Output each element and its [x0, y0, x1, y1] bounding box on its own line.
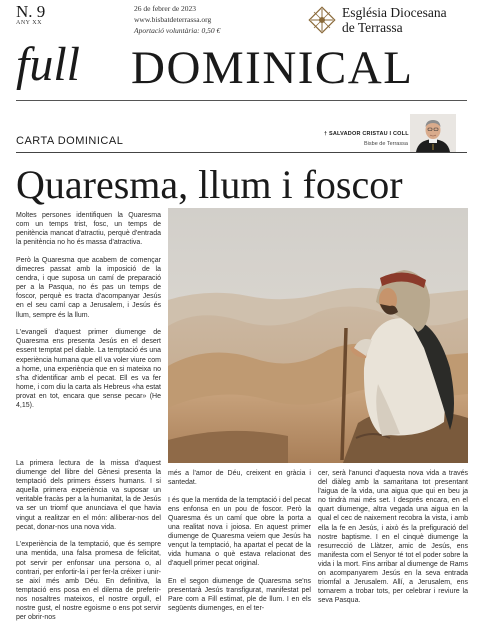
section-rule	[16, 152, 467, 153]
author-name: † SALVADOR CRISTAU I COLL	[324, 131, 409, 137]
diocese-name: Església Diocesana	[342, 5, 447, 20]
paragraph: Però la Quaresma que acabem de començar dimecres passat amb la imposició de la cendra, i que suposa un camí de preparació per a la Pasqua, no és pas un temps de foscor, perquè es tracta d'acompanyar Jesús en el seu camí cap a Jerusalem, i Jesús és llum, sempre és la llum.	[16, 256, 161, 319]
author-role: Bisbe de Terrassa	[364, 141, 408, 147]
paragraph: cer, serà l'anunci d'aquesta nova vida a través del diàleg amb la samaritana tot presentant l'aigua de la vida, una aigua que qui en beu ja no tindrà mai més set. I després encara, en el quart diumenge, altra vegada una aigua en la qual el cec de naixement recobra la vista, i amb ella la fe en Jesús, i això és la prefiguració del nostre baptisme. I en el cinquè diumenge la resurrecció de Llàtzer, amic de Jesús, ens manifesta com el Senyor té tot el poder sobre la vida i la mort. Fins arribar al diumenge de Rams on acompanyarem Jesús en la seva entrada triomfal a Jerusalem. Allí, a Jerusalem, ens tornarem a trobar tots, per celebrar i reviure la seva Pasqua.	[318, 470, 468, 605]
paragraph: més a l'amor de Déu, creixent en gràcia i santedat.	[168, 470, 311, 487]
article-column-3	[318, 469, 468, 614]
paragraph: L'evangeli d'aquest primer diumenge de Quaresma ens presenta Jesús en el desert essent temptat pel diable. La temptació és una experiència humana que ell va voler viure com a home, una experiència que en si mateixa no s'ha d'identificar amb el pecat. Ell es va fer home, i com diu la carta als Hebreus «ha estat provat en tot, encara que sense pecar» (He 4,15).	[16, 329, 161, 409]
author-portrait	[410, 114, 456, 152]
masthead-full: full	[16, 38, 81, 91]
masthead-rule	[16, 100, 467, 101]
article-column-1	[16, 211, 161, 419]
article-column-1-continued	[16, 459, 161, 631]
diocese-name-line2: de Terrassa	[342, 20, 403, 35]
contribution-note: Aportació voluntària: 0,50 €	[134, 26, 221, 35]
issue-year: ANY XX	[16, 20, 42, 26]
paragraph: Moltes persones identifiquen la Quaresma com un temps trist, fosc, un temps de penitència mancat d'atractiu, perquè d'entrada la penitència no ho és massa d'atractiva.	[16, 212, 161, 247]
website-link[interactable]: www.bisbatdeterrassa.org	[134, 15, 212, 24]
issue-number: N. 9	[16, 2, 46, 21]
diocese-logo-icon	[308, 6, 336, 34]
jesus-in-desert-photo	[168, 208, 468, 463]
paragraph: En el segon diumenge de Quaresma se'ns presentarà Jesús transfigurat, manifestat pel Pare com a Fill estimat, ple de llum. I en els següents diumenges, en el ter-	[168, 578, 311, 613]
section-label: CARTA DOMINICAL	[16, 135, 124, 147]
paragraph: La primera lectura de la missa d'aquest diumenge del llibre del Gènesi presenta la temptació dels primers éssers humans. I si aquella primera experiència va suposar un veritable fracàs per a la humanitat, la de Jesús va ser un triomf que anunciava el que havia vingut a realitzar en el món: alliberar-nos del pecat, donar-nos una nova vida.	[16, 460, 161, 531]
article-title: Quaresma, llum i foscor	[16, 162, 403, 207]
paragraph: I és que la mentida de la temptació i del pecat ens enfonsa en un pou de foscor. Però la Quaresma és un camí que obre la porta a una realitat nova i joiosa. En aquest primer diumenge de Quaresma veiem que Jesús ha vençut la temptació, ha apartat el pecat de la vida humana o què estava relacionat des d'aquell primer pecat original.	[168, 496, 311, 568]
article-column-2	[168, 469, 311, 622]
paragraph: L'experiència de la temptació, que és sempre una mentida, una falsa promesa de felicitat, pot servir per enfonsar una persona o, al contrari, per enfortir-la i per fer-la créixer i unir-se així més amb Déu. En definitiva, la temptació ens posa en el dilema de preferir-nos nosaltres mateixos, el nostre orgull, el nostre gust, el nostre egoisme o ens pot servir per obrir-nos	[16, 541, 161, 622]
issue-date: 26 de febrer de 2023	[134, 4, 197, 13]
masthead-dominical: DOMINICAL	[131, 42, 414, 94]
